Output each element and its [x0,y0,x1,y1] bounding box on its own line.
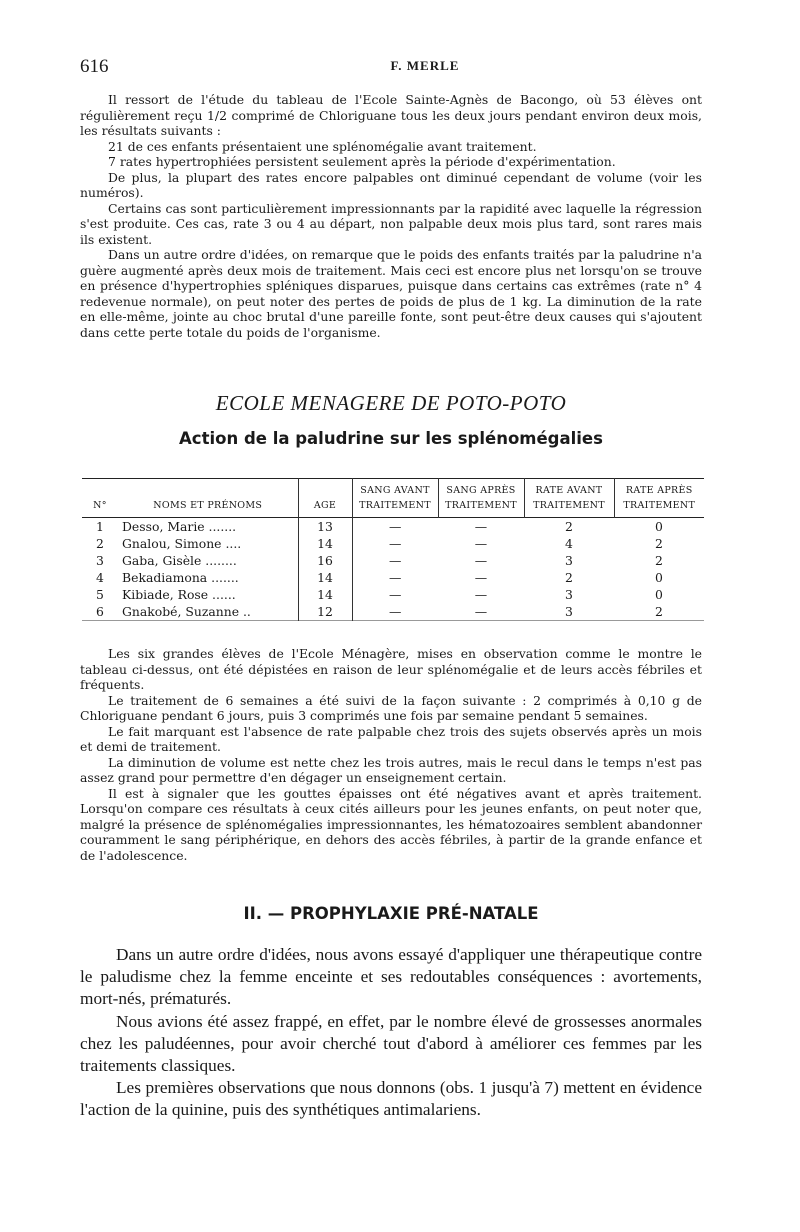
cell-spleen-before: 2 [565,570,573,585]
table-row [82,603,704,621]
col-header-number: N° [93,500,107,511]
cell-blood-before: — [389,519,402,534]
table-header-row [82,479,704,518]
cell-blood-after: — [474,587,488,602]
table-title: Action de la paludrine sur les splénomégalies [179,429,603,448]
cell-blood-after: — [474,570,488,585]
cell-number: 6 [96,604,104,619]
results-table [82,478,704,621]
cell-blood-before: — [389,536,402,551]
cell-spleen-before: 3 [565,587,573,602]
cell-spleen-before: 4 [565,536,573,551]
cell-age: 13 [298,518,352,536]
cell-blood-after: — [474,519,488,534]
cell-blood-before: — [389,553,402,568]
table-row [82,518,704,536]
col-header-name: NOMS ET PRÉNOMS [118,479,298,518]
section-text [80,944,702,1122]
cell-spleen-before: 3 [565,553,573,568]
col-header-spleen-after: RATE APRÈS TRAITEMENT [623,485,696,511]
paragraph: Dans un autre ordre d'idées, on remarque que le poids des enfants traités par la paludrine n'a guère augmenté après deux mois de traitement. Mais ceci est encore plus net lorsqu'on se trouve en présence d'hypertrophies spléniques disparues, puisque dans certains cas extrêmes (rate n° 4 redevenue normale), on peut noter des pertes de poids de plus de 1 kg. La diminution de la rate en elle-même, jointe au choc brutal d'une pareille fonte, sont peut-être deux causes qui s'ajoutent dans cette perte totale du poids de l'organisme. [80,247,702,340]
school-title: ECOLE MENAGERE DE POTO-POTO [215,391,567,415]
paragraph: La diminution de volume est nette chez les trois autres, mais le recul dans le temps n'est pas assez grand pour permettre d'en dégager un enseignement certain. [80,754,702,785]
paragraph: Il ressort de l'étude du tableau de l'Ecole Sainte-Agnès de Bacongo, où 53 élèves ont régulièrement reçu 1/2 comprimé de Chloriguane tous les deux jours pendant environ deux mois, les résultats suivants : [80,92,702,138]
cell-name: Desso, Marie ....... [118,518,298,536]
cell-blood-after: — [474,553,488,568]
table-row [82,552,704,569]
paragraph: Les six grandes élèves de l'Ecole Ménagère, mises en observation comme le montre le tableau ci-dessus, ont été dépistées en raison de leur splénomégalie et de leurs accès fébriles et fréquents. [80,646,702,692]
cell-blood-after: — [474,536,488,551]
table-row [82,569,704,586]
paragraph: 21 de ces enfants présentaient une splénomégalie avant traitement. [108,138,537,154]
paragraph: Le fait marquant est l'absence de rate palpable chez trois des sujets observés après un mois et demi de traitement. [80,723,702,754]
cell-blood-before: — [389,604,402,619]
cell-age: 14 [298,569,352,586]
section-heading: II. — PROPHYLAXIE PRÉ-NATALE [243,904,539,923]
page-header [80,56,770,80]
cell-name: Kibiade, Rose ...... [118,586,298,603]
col-header-age: AGE [298,479,352,518]
cell-age: 14 [298,586,352,603]
col-header-blood-after: SANG APRÈS TRAITEMENT [438,479,524,518]
cell-number: 4 [96,570,104,585]
cell-spleen-after: 2 [655,553,663,568]
paragraph: Dans un autre ordre d'idées, nous avons essayé d'appliquer une thérapeutique contre le paludisme chez la femme enceinte et ses redoutables conséquences : avortements, mort-nés, prématurés. [80,945,702,1009]
cell-spleen-after: 0 [655,570,663,585]
cell-name: Gnalou, Simone .... [118,535,298,552]
cell-name: Gnakobé, Suzanne .. [118,603,298,621]
cell-number: 1 [96,519,104,534]
col-header-blood-before: SANG AVANT TRAITEMENT [352,479,438,518]
cell-age: 12 [298,603,352,621]
cell-spleen-after: 2 [655,536,663,551]
cell-blood-before: — [389,587,402,602]
cell-spleen-after: 2 [655,604,663,619]
cell-spleen-before: 2 [565,519,573,534]
cell-name: Bekadiamona ....... [118,569,298,586]
cell-number: 5 [96,587,104,602]
cell-spleen-after: 0 [655,519,663,534]
cell-age: 14 [298,535,352,552]
cell-number: 3 [96,553,104,568]
table-row [82,586,704,603]
paragraph: 7 rates hypertrophiées persistent seulement après la période d'expérimentation. [108,154,616,169]
table-row [82,535,704,552]
col-header-spleen-before: RATE AVANT TRAITEMENT [524,479,614,518]
intro-text [80,92,702,340]
cell-name: Gaba, Gisèle ........ [118,552,298,569]
paragraph: Le traitement de 6 semaines a été suivi de la façon suivante : 2 comprimés à 0,10 g de Chloriguane pendant 6 jours, puis 3 comprimés une fois par semaine pendant 5 semaines. [80,692,702,723]
paragraph: De plus, la plupart des rates encore palpables ont diminué cependant de volume (voir les numéros). [80,169,702,200]
cell-blood-before: — [389,570,402,585]
cell-blood-after: — [474,604,488,619]
page-number: 616 [80,56,109,77]
cell-age: 16 [298,552,352,569]
paragraph: Il est à signaler que les gouttes épaisses ont été négatives avant et après traitement. Lorsqu'on compare ces résultats à ceux cités ailleurs pour les jeunes enfants, on peut noter que, malgré la présence de splénomégalies impressionnantes, les hématozoaires semblent abandonner couramment le sang périphérique, en dehors des accès fébriles, à partir de la grande enfance et de l'adolescence. [80,785,702,863]
cell-number: 2 [96,536,104,551]
paragraph: Les premières observations que nous donnons (obs. 1 jusqu'à 7) mettent en évidence l'action de la quinine, puis des synthétiques antimalariens. [80,1078,702,1120]
cell-spleen-after: 0 [655,587,663,602]
cell-spleen-before: 3 [565,604,573,619]
paragraph: Certains cas sont particulièrement impressionnants par la rapidité avec laquelle la régression s'est produite. Ces cas, rate 3 ou 4 au départ, non palpable deux mois plus tard, sont rares mais ils existent. [80,200,702,247]
paragraph: Nous avions été assez frappé, en effet, par le nombre élevé de grossesses anormales chez les paludéennes, pour avoir cherché tout d'abord à améliorer ces femmes par les traitements classiques. [80,1011,702,1076]
observations-text [80,646,702,863]
running-title: F. MERLE [390,58,460,73]
